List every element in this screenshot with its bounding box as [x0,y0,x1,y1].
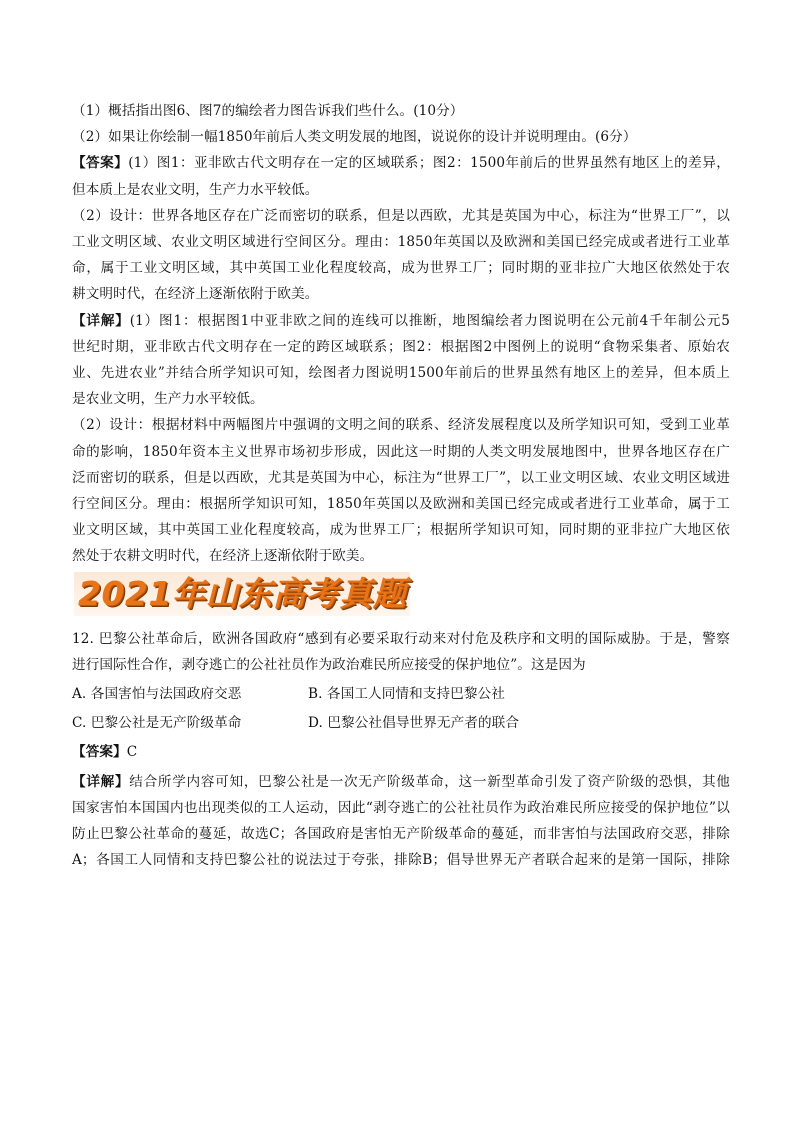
detail-line [72,769,730,795]
section-banner [74,572,730,620]
answer-value: C [126,744,138,761]
option-c: C. 巴黎公社是无产阶级革命 [72,715,242,732]
answer-label: 【答案】 [72,155,129,172]
answer-line: （2）设计：世界各地区存在广泛而密切的联系，但是以西欧，尤其是英国为中心，标注为“世界工厂”，以 [72,207,730,224]
option-b: B. 各国工人同情和支持巴黎公社 [308,686,505,703]
document-page [72,98,730,873]
detail-text: (1）图1：根据图1中亚非欧之间的连线可以推断，地图编绘者力图说明在公元前4千年制公元5 [129,312,730,329]
answer-text: (1）图1：亚非欧古代文明存在一定的区域联系；图2：1500年前后的世界虽然有地区上的差异， [128,155,730,172]
detail-label: 【详解】 [72,312,130,329]
options-row [72,710,730,736]
detail-line: 防止巴黎公社革命的蔓延，故选C；各国政府是害怕无产阶级革命的蔓延，而非害怕与法国政府交恶，排除 [72,826,730,843]
detail-label: 【详解】 [72,773,130,790]
section-banner-title: 2021年山东高考真题 [74,572,410,616]
answer-line [72,739,730,765]
detail-line [72,308,730,334]
option-d: D. 巴黎公社倡导世界无产者的联合 [308,715,520,732]
detail-line: 行空间区分。理由：根据所学知识可知，1850年英国以及欧洲和美国已经完成或者进行工业革命，属于工 [72,496,730,513]
answer-line: 工业文明区域、农业文明区域进行空间区分。理由：1850年英国以及欧洲和美国已经完成或者进行工业革 [72,234,730,251]
question-stem: 12. 巴黎公社革命后，欧洲各国政府“感到有必要采取行动来对付危及秩序和文明的国际威胁。于是，警察 [72,630,730,647]
question-stem: 进行国际性合作，剥夺逃亡的公社社员作为政治难民所应接受的保护地位”。这是因为 [72,656,586,673]
detail-line: 世纪时期，亚非欧古代文明存在一定的跨区域联系；图2：根据图2中图例上的说明“食物采集者、原始农 [72,338,730,355]
detail-line: 业文明区域，其中英国工业化程度较高，成为世界工厂；根据所学知识可知，同时期的亚非拉广大地区依 [72,522,730,539]
answer-line: 但本质上是农业文明，生产力水平较低。 [72,181,319,198]
question-part-2: （2）如果让你绘制一幅1850年前后人类文明发展的地图，说说你的设计并说明理由。(6分） [72,129,637,146]
answer-line [72,150,730,176]
detail-line: 业、先进农业”并结合所学知识可知，绘图者力图说明1500年前后的世界虽然有地区上的差异，但本质上 [72,365,730,382]
detail-line: A；各国工人同情和支持巴黎公社的说法过于夸张，排除B；倡导世界无产者联合起来的是第一国际，排除 [72,852,730,869]
answer-line: 耕文明时代，在经济上逐渐依附于欧美。 [72,286,319,303]
options-row [72,681,730,707]
detail-line: （2）设计：根据材料中两幅图片中强调的文明之间的联系、经济发展程度以及所学知识可知，受到工业革 [72,417,730,434]
detail-line: 然处于农耕文明时代，在经济上逐渐依附于欧美。 [72,548,374,565]
detail-line: 是农业文明，生产力水平较低。 [72,391,264,408]
option-a: A. 各国害怕与法国政府交恶 [72,686,242,703]
answer-line: 命，属于工业文明区域，其中英国工业化程度较高，成为世界工厂；同时期的亚非拉广大地区依然处于农 [72,260,730,277]
detail-text: 结合所学内容可知，巴黎公社是一次无产阶级革命，这一新型革命引发了资产阶级的恐惧，其他 [129,773,730,790]
detail-line: 泛而密切的联系，但是以西欧，尤其是英国为中心，标注为“世界工厂”，以工业文明区域、农业文明区域进 [72,469,730,486]
detail-line: 国家害怕本国国内也出现类似的工人运动，因此“剥夺逃亡的公社社员作为政治难民所应接受的保护地位”以 [72,799,730,816]
answer-label: 【答案】 [72,744,127,761]
detail-line: 命的影响，1850年资本主义世界市场初步形成，因此这一时期的人类文明发展地图中，世界各地区存在广 [72,443,730,460]
question-part-1: （1）概括指出图6、图7的编绘者力图告诉我们些什么。(10分） [72,103,464,119]
